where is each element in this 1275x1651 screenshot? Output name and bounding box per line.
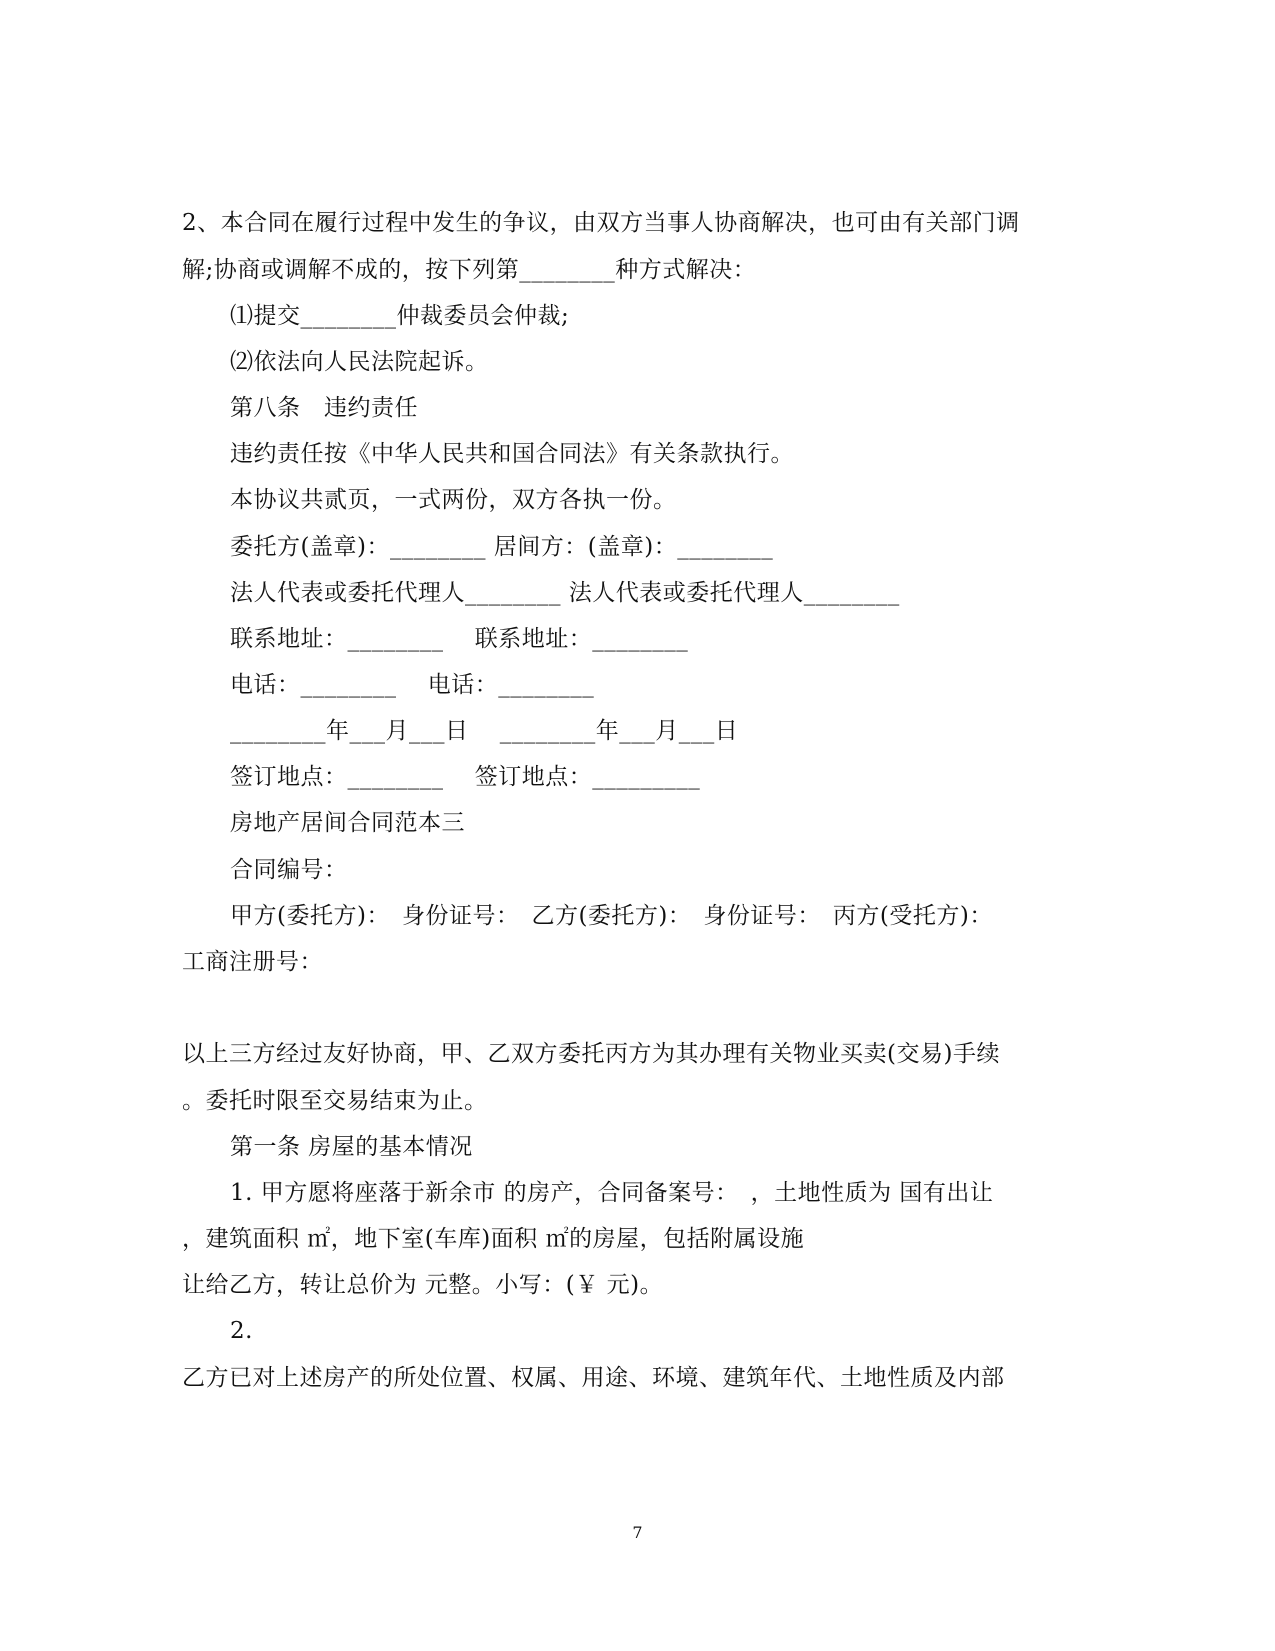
- text-line: 2、本合同在履行过程中发生的争议，由双方当事人协商解决，也可由有关部门调: [182, 210, 1020, 236]
- text-line: 解;协商或调解不成的，按下列第________种方式解决：: [182, 257, 757, 283]
- text-line: 本协议共贰页，一式两份，双方各执一份。: [230, 487, 677, 513]
- text-line: 工商注册号：: [182, 949, 323, 975]
- text-line: 2.: [230, 1318, 253, 1344]
- text-line: ⑵依法向人民法院起诉。: [230, 349, 489, 375]
- signature-line: 签订地点：________ 签订地点：_________: [230, 764, 701, 790]
- text-line: 让给乙方，转让总价为 元整。小写：(￥ 元)。: [182, 1272, 664, 1298]
- page-number: 7: [632, 1523, 643, 1542]
- text-line: 违约责任按《中华人民共和国合同法》有关条款执行。: [230, 441, 794, 467]
- signature-line: ________年___月___日 ________年___月___日: [230, 718, 739, 744]
- signature-line: 联系地址：________ 联系地址：________: [230, 626, 689, 652]
- signature-line: 委托方(盖章)：________ 居间方：(盖章)：________: [230, 534, 774, 560]
- text-line: ，建筑面积 ㎡，地下室(车库)面积 ㎡的房屋，包括附属设施: [182, 1226, 805, 1252]
- signature-line: 电话：________ 电话：________: [230, 672, 595, 698]
- signature-line: 法人代表或委托代理人________ 法人代表或委托代理人________: [230, 580, 900, 606]
- text-line: 甲方(委托方)： 身份证号： 乙方(委托方)： 身份证号： 丙方(受托方)：: [230, 903, 993, 929]
- document-title: 房地产居间合同范本三: [230, 810, 465, 836]
- text-line: 以上三方经过友好协商，甲、乙双方委托丙方为其办理有关物业买卖(交易)手续: [182, 1041, 1000, 1067]
- text-line: ⑴提交________仲裁委员会仲裁;: [230, 303, 570, 329]
- text-line: 。委托时限至交易结束为止。: [182, 1088, 488, 1114]
- text-line: 1. 甲方愿将座落于新余市 的房产，合同备案号： ，土地性质为 国有出让: [230, 1180, 994, 1206]
- text-line: 乙方已对上述房产的所处位置、权属、用途、环境、建筑年代、土地性质及内部: [182, 1365, 1005, 1391]
- text-line: 合同编号：: [230, 857, 348, 883]
- section-heading: 第一条 房屋的基本情况: [230, 1134, 473, 1160]
- section-heading: 第八条 违约责任: [230, 395, 418, 421]
